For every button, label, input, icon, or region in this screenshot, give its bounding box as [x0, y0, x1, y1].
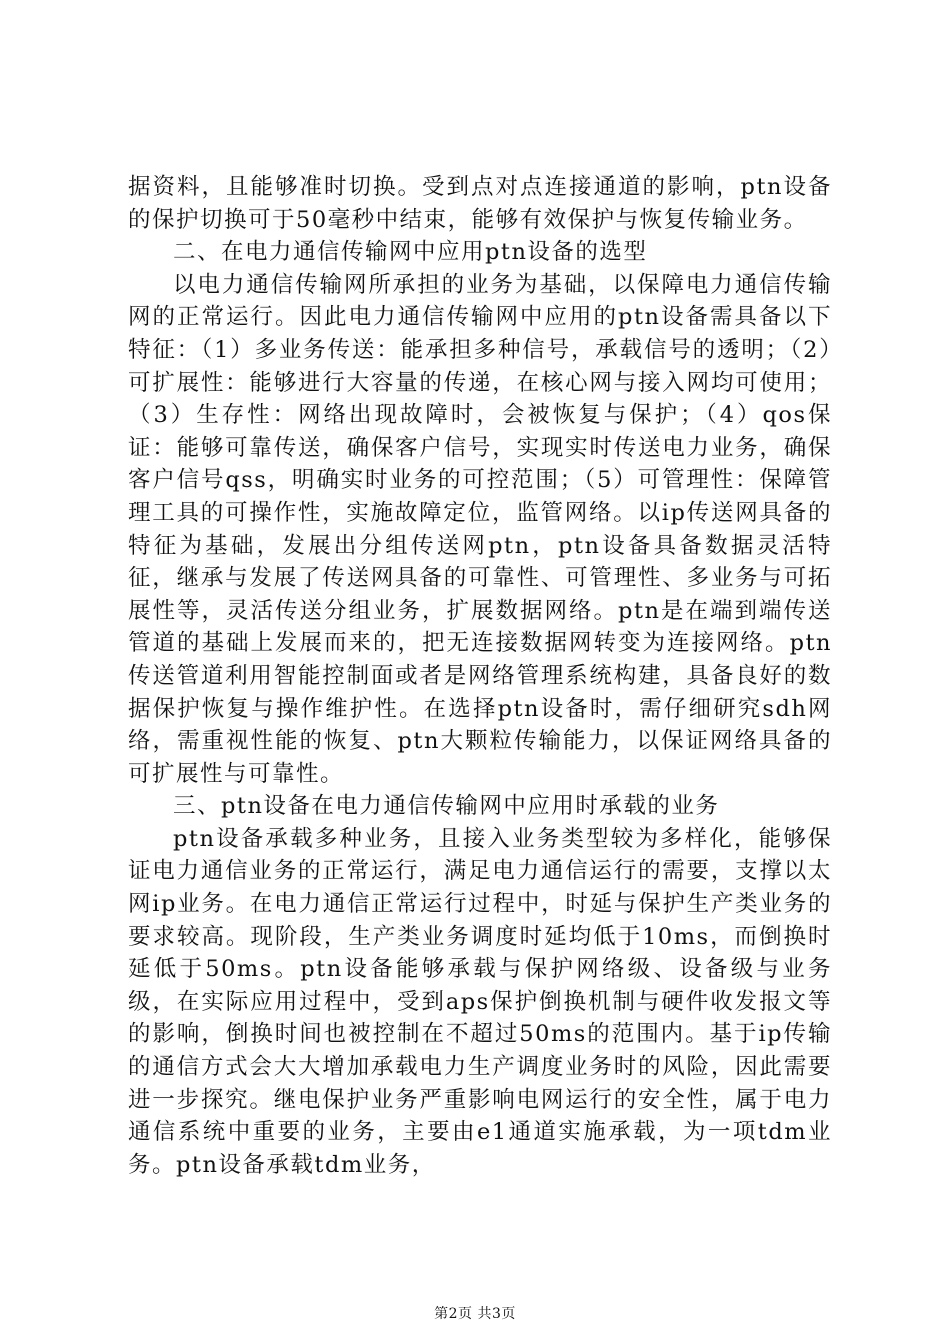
page-number-footer: 第2页 共3页	[434, 1306, 516, 1322]
paragraph-continuation: 据资料，且能够准时切换。受到点对点连接通道的影响，ptn设备的保护切换可于50毫秒中结束，能够有效保护与恢复传输业务。	[128, 174, 832, 233]
section-heading-2: 二、在电力通信传输网中应用ptn设备的选型	[173, 239, 648, 266]
body-text	[128, 171, 832, 1181]
paragraph-selection: 以电力通信传输网所承担的业务为基础，以保障电力通信传输网的正常运行。因此电力通信传输网中应用的ptn设备需具备以下特征：（1）多业务传送：能承担多种信号，承载信号的透明；（2）可扩展性：能够进行大容量的传递，在核心网与接入网均可使用；（3）生存性：网络出现故障时，会被恢复与保护；（4）qos保证：能够可靠传送，确保客户信号，实现实时传送电力业务，确保客户信号qss，明确实时业务的可控范围；（5）可管理性：保障管理工具的可操作性，实施故障定位，监管网络。以ip传送网具备的特征为基础，发展出分组传送网ptn，ptn设备具备数据灵活特征，继承与发展了传送网具备的可靠性、可管理性、多业务与可拓展性等，灵活传送分组业务，扩展数据网络。ptn是在端到端传送管道的基础上发展而来的，把无连接数据网转变为连接网络。ptn传送管道利用智能控制面或者是网络管理系统构建，具备良好的数据保护恢复与操作维护性。在选择ptn设备时，需仔细研究sdh网络，需重视性能的恢复、ptn大颗粒传输能力，以保证网络具备的可扩展性与可靠性。	[128, 271, 832, 787]
section-heading-3: 三、ptn设备在电力通信传输网中应用时承载的业务	[173, 793, 720, 820]
paragraph-services: ptn设备承载多种业务，且接入业务类型较为多样化，能够保证电力通信业务的正常运行，满足电力通信运行的需要，支撑以太网ip业务。在电力通信正常运行过程中，时延与保护生产类业务的要求较高。现阶段，生产类业务调度时延均低于10ms，而倒换时延低于50ms。ptn设备能够承载与保护网络级、设备级与业务级，在实际应用过程中，受到aps保护倒换机制与硬件收发报文等的影响，倒换时间也被控制在不超过50ms的范围内。基于ip传输的通信方式会大大增加承载电力生产调度业务时的风险，因此需要进一步探究。继电保护业务严重影响电网运行的安全性，属于电力通信系统中重要的业务，主要由e1通道实施承载，为一项tdm业务。ptn设备承载tdm业务，	[128, 825, 832, 1178]
